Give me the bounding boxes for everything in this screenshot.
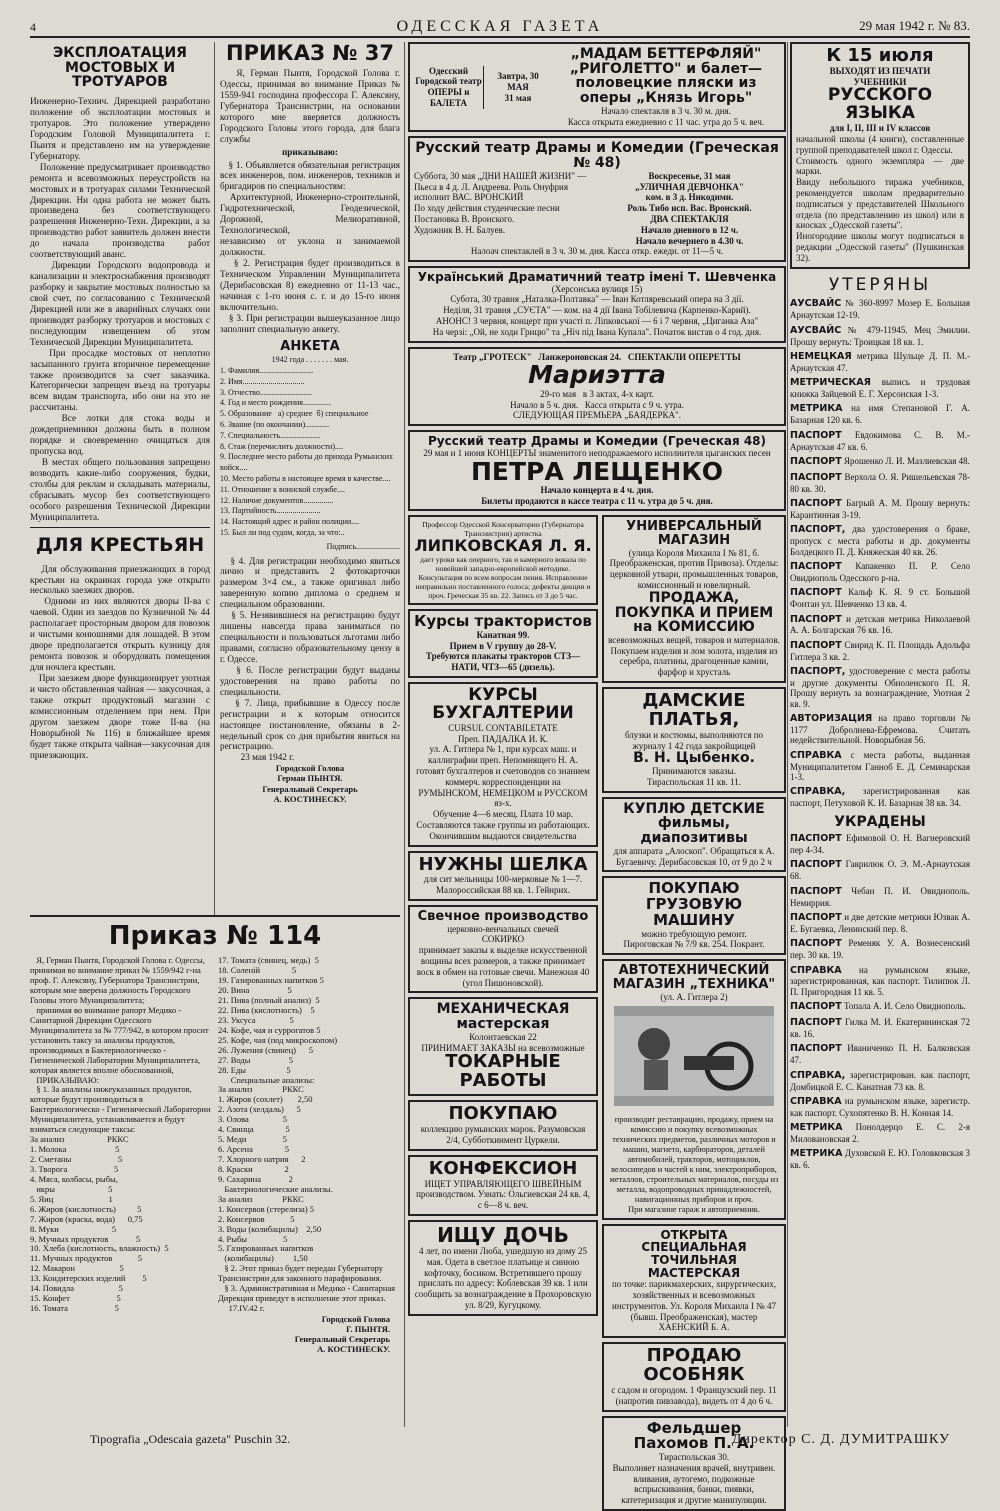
newspaper-title: ОДЕССКАЯ ГАЗЕТА [396, 18, 604, 35]
column-rule [787, 42, 788, 1427]
drama-note: Налоач спектаклей в 3 ч. 30 м. дня. Касса откр. ежедн. от 11—5 ч. [470, 246, 724, 257]
ad-truck [602, 876, 786, 955]
form-date: 1942 года . . . . . . . мая. [271, 355, 349, 365]
store-body-2: всевозможных вещей, товаров и материалов. Покупаем изделия и лом золота, изделия из серебра, платины, драгоценные камни, фарфор и хрусталь [608, 634, 780, 678]
store-big: ПРОДАЖА, ПОКУПКА И ПРИЕМ на КОМИССИЮ [614, 589, 774, 636]
divider [30, 527, 210, 528]
ad-silk [408, 851, 598, 901]
feldsher-head: Фельдшер Пахомов П. А. [633, 1418, 755, 1453]
notice-type: ПАСПОРТ [790, 833, 842, 845]
notice-text: Иваниченко П. Н. Балковская 47. [790, 1043, 970, 1066]
ad-mechanical [408, 997, 598, 1096]
notice-text: и две детские метрики Юзвак А. Е. Бугаевка, Ленинский пер. 8. [790, 912, 970, 934]
notice-type: МЕТРИКА [790, 1148, 843, 1160]
films-body: для аппарата „Алоскоп". Обращаться к А. Бугаевичу. Дерибасовская 10, от 9 до 2 ч [613, 845, 777, 867]
dresses-head: ДАМСКИЕ ПЛАТЬЯ, [642, 690, 746, 730]
lost-heading: УТЕРЯНЫ [828, 274, 932, 295]
article-body: Инженерно-Технич. Дирекцией разработано положение об эксплоатации мостовых и тротуаров. Это положение утверждено Городским Головой Муниципалитета г. Пынтя и представлено им на утверждение Губернатору. Положение предусматривает производство ремонта и всевозможных переустройств на мостовых и в тротуарах силами Технической Дирекции. Ни одна работа не может быть произведена без соответствующего разрешения Инженерно-Техн. Дирекции, а за производство работ заявитель должен внести до начала производства работ соответствующий аванс. Дирекции Городского водопровода и канализации и электроснабжения производят разборку и закрытие мостовых полностью за свой счет, по согласованию с Технической Дирекцией или же в аварийных случаях они производят разборку тротуаров и мостовых с последующим извещением об этом Технической Дирекции Муниципалитета. При просадке мостовых от неплотно засыпанного грунта вторичное перемещение также производится за счет заказчика. Категорически запрещен въезд на тротуары всем видам транспорта, ибо они на это не рассчитаны. Все лотки для стока воды и дождеприемники должны быть в полном порядке и своевременно очищаться для пропуска вод. В местах общего пользования запрещено возводить какие-либо сооружения, будки, столбы для реклам и складывать материалы, сбрасывать мусор без соответствующего особого разрешения Технической Дирекции Муниципалитета. [30, 96, 210, 522]
silk-head: НУЖНЫ ШЕЛКА [418, 853, 588, 875]
notice-type: СПРАВКА, [790, 786, 846, 798]
candles-body: церковно-венчальных свечей СОКИРКО принимает заказы к выделке искусственной вощины всех размеров, а также принимает воск в обмен на готовые свечи. Манежная 40 (угол Пишоновской). [416, 923, 590, 988]
form-fields: 1. Фамилия........................... 2. Имя............................... 3. Отчество.......................... 4. Год и место рождения.............. 5. Образование а) среднее б) специальное 6. Звание (по окончании)............ 7. Специальность.................... 8. Стаж (перечислить должности).... 9. Последнее место работы до прихода Румынских войск.... 10. Место работы в настоящее время в качестве.... 11. Отношение к воинской службе.... 12. Наличие документов............... 13. Партийность...................... 14. Настоящий адрес и район полиции.... 15. Был ли под судом, когда, за что:.. [220, 365, 394, 537]
notice-type: ПАСПОРТ [790, 561, 842, 573]
notice-text: Ярошенко Л. И. Мазлиевская 48. [844, 455, 970, 466]
notice-text: метрика Шульце Д. П. М.-Арнаутская 47. [790, 350, 970, 373]
accounting-head: КУРСЫ БУХГАЛТЕРИИ [432, 685, 574, 723]
missing-head: ИЩУ ДОЧЬ [437, 1222, 569, 1247]
notice-item [790, 912, 970, 934]
page-header [30, 14, 970, 38]
opera-dates: Завтра, 30 МАЯ 31 мая [497, 70, 539, 103]
order-37-body-2: § 4. Для регистрации необходимо явиться лично и представить 2 фотокарточки размером 3×4 см., а также оригинал либо заверенную копию диплома о среднем и специальном образовании. § 5. Незявившиеся на регистрацию будут лишены навсегда права заниматься по специальности и пользоваться льготами либо правами, согласно образовательному цензу в г. Одессе. § 6. После регистрации будут выданы удостоверения на право работы по специальности. § 7. Лица, прибывшие в Одессу после регистрации и к которым относится настоящее постановление, обязаны в 2-недельный срок со дня прибытия явиться на регистрацию. 23 мая 1942 г. [220, 555, 400, 763]
stolen-heading: УКРАДЕНЫ [834, 813, 926, 830]
stolen-list [790, 833, 970, 1170]
feldsher-body: Тираспольская 30. Выполняет назначения врачей, внутривен. вливания, аутогемо, подкожные вспрыскивания, банки, пиявки, катетеризация и другие манипуляции. [612, 1452, 776, 1506]
ad-accounting-courses [408, 682, 598, 846]
notice-type: ПАСПОРТ, [790, 666, 846, 678]
form-signature: Подпись...................... [326, 541, 400, 551]
notice-item [790, 1096, 970, 1118]
notice-type: СПРАВКА [790, 749, 842, 761]
notice-text: Кальф К. Я. 9 ст. Большой Фонтан ул. Шевченко 13 кв. 4. [790, 587, 970, 610]
opera-note: Начало спектакля в 3 ч. 30 м. дня. Касса открыта ежедневно с 11 час. утра до 5 ч. веч. [567, 105, 765, 127]
notice-type: ПАСПОРТ [790, 455, 842, 467]
notice-text: с места работы, выданная Муниципалитетом Ганноб Е. Д. Семинарская 1-3. [790, 749, 970, 782]
notice-item [790, 713, 970, 746]
mechanical-big: ТОКАРНЫЕ РАБОТЫ [445, 1051, 561, 1092]
notice-type: МЕТРИЧЕСКАЯ [790, 377, 871, 389]
notice-type: МЕТРИКА [790, 1122, 843, 1134]
notice-type: ПАСПОРТ [790, 429, 842, 441]
notice-text: и детская метрика Николаевой А. А. Болгарская 76 кв. 16. [790, 613, 970, 636]
notice-item [790, 965, 970, 998]
notice-item [790, 524, 970, 557]
order-114-right: 17. Томата (свинец, медь) 5 18. Соленій 5 19. Газированных напитков 5 20. Вина 5 21. Пива (полный анализ) 5 22. Пива (кислотность) 5 23. Уксуса 5 24. Кофе, чая и суррогатов 5 25. Кофе, чая (под микроскопом) 26. Лужения (свинец) 5 27. Воды 5 28. Еды 5 Специальные анализы: За анализ РККС 1. Жиров (сохлет) 2,50 2. Азота (хелдаль) 5 3. Олова 5 4. Свинца 5 5. Меди 5 6. Арсена 5 7. Хлорного натрия 2 8. Краски 2 9. Сахарина 2 Бактериологические анализы. За анализ РККС 1. Консервов (стерелиза) 5 2. Консервов 5 3. Воды (колибацилы) 2,50 4. Рыбы 5 5. Газированных напитков (колибацилы) 1,50 § 2. Этот приказ будет передан Губернатору Транснистрии для законного парафирования. § 3. Административная и Медико - Санитарная Дирекция приведут в исполнение этот приказ. 17.IV.42 г. [218, 955, 396, 1314]
notice-text: Багрый А. М. Прошу вернуть: Карантинная 3-19. [790, 498, 970, 521]
notice-item [790, 587, 970, 609]
textbooks-body: начальной школы (4 книги), составленные группой преподавателей школ г. Одессы. Стоимость одного экземпляра — две марки. Ввиду небольшого тиража учебников, рекомендуется школам предварительно подписаться у представителей Школьного отдела (по представлению из школ) или в киосках „Одесской газеты". Иногородние школы могут подписаться в редакции „Одесской газеты" (Пушкинская 32). [796, 133, 964, 263]
notice-item [790, 666, 970, 709]
notice-text: Гилка М. И. Екатерининская 72 кв. 16. [790, 1017, 970, 1039]
notice-type: АВТОРИЗАЦИЯ [790, 713, 873, 725]
director-credit: Директор С. Д. ДУМИТРАШКУ [731, 1432, 950, 1447]
ukr-body: (Херсонська вулиця 15) Субота, 30 травня „Наталка-Полтавка" — Іван Котляревський опера на 3 дії. Неділя, 31 травня „СУЄТА" — ком. на 4 дії Івана Тобілевича (Карпенко-Карий). АНОНС! 3 червня, концерт при участі п. Ліпковської — 6 і 7 червня, „Циганка Аза" На черзі: „Ой, не ходи Грицю" та „Ніч під Івана Купала". Початок вистав о 4 год. дня. [432, 283, 762, 337]
notice-text: выпись и трудовая книжка Зайцевой Е. Г. Херсонская 1-3. [790, 377, 970, 400]
drama-sunday: Воскресенье, 31 мая „УЛИЧНАЯ ДЕВЧОНКА" ком. в 3 д. Никодими. Роль Тибо исп. Вас. Вронский. ДВА СПЕКТАКЛЯ Начало дневного в 12 ч. Начало вечернего в 4.30 ч. [627, 170, 752, 246]
truck-body: можно требующую ремонт. Пироговская № 7/9 кв. 254. Покрант. [623, 928, 765, 950]
notice-text: Ременяк У. А. Вознесенский пер. 30 кв. 19. [790, 938, 970, 961]
ad-leshchenko [408, 430, 786, 511]
order-114 [30, 915, 400, 1427]
tractor-head: Курсы трактористов [414, 612, 592, 631]
notice-text: Духовской Е. Ю. Головковская 3 кв. 6. [790, 1148, 971, 1171]
truck-head: ПОКУПАЮ ГРУЗОВУЮ МАШИНУ [645, 879, 743, 929]
drama-saturday: Суббота, 30 мая „ДНИ НАШЕЙ ЖИЗНИ" — Пьеса в 4 д. Л. Андреева. Роль Онуфрия исполнит ВАС. ВРОНСКИЙ По ходу действия студенческие песни Постановка В. Вронского. Художник В. Н. Балуев. [414, 170, 587, 235]
notice-item [790, 377, 970, 399]
tekhnika-address: (ул. А. Гитлера 2) [660, 991, 728, 1002]
sharpening-body: по точке: парикмахерских, хирургических, хозяйственных и всевозможных инструментов. Ул. Короля Михаила I № 47 (бывш. Преображенская), мастер ХАЕНСКИЙ Б. А. [611, 1279, 779, 1333]
notice-item [790, 1001, 970, 1013]
order-114-left: Я, Герман Пынтя, Городской Голова г. Одессы, принимая во внимание приказ № 1559/942 г-на проф. Г. Алексяну, Губернатора Транснистрии, которым мне вверена должность Городского Головы этого Муниципалитета; принимая во внимание рапорт Медико - Санитарной Дирекции Одесского Муниципалитета за № 777/942, в котором просит установить таксу за анализы продуктов, производимых в Бактериологическо - Гигиенической Лаборатории Муниципалитета, которая является вполне обоснованной, ПРИКАЗЫВАЮ: § 1. За анализы нижеуказанных продуктов, которые будут производиться в Бактериологическо - Гигиенической Лаборатории Муниципалитета, устанавливается и будут взиматься следующие таксы: За анализ РККС 1. Молока 5 2. Сметаны 5 3. Творога 5 4. Мяса, колбасы, рыбы, икры 5 5. Яиц 1 6. Жиров (кислотность) 5 7. Жиров (краска, вода) 0,75 8. Муки 5 9. Мучных продуктов 5 10. Хлеба (кислотность, влажность) 5 11. Мучных продуктов 5 12. Макарон 5 13. Кондитерских изделий 5 14. Повидла 5 15. Конфет 5 16. Томата 5 [30, 955, 211, 1314]
notice-text: удостоверение с места работы и другие документы Обноленского П. Я. Прошу вернуть за вознаграждение, Уютная 2 кв. 9. [790, 666, 970, 709]
notice-text: № 479-11945. Мец Эмилии. Прошу вернуть: Троицкая 18 кв. 1. [790, 324, 971, 347]
column-2 [220, 41, 403, 804]
notice-type: ПАСПОРТ [790, 859, 842, 871]
ad-films [602, 797, 786, 873]
notice-item [790, 325, 970, 347]
opera-theatre: Одесский Городской театр ОПЕРЫ и БАЛЕТА [415, 65, 484, 108]
notice-text: Верхола О. Я. Ришельевская 78-80 кв. 30. [790, 471, 970, 494]
notice-item [790, 1122, 970, 1144]
notice-text: Чебан П. И. Овидиополь. Немиррия. [790, 885, 970, 908]
ad-tractor-courses [408, 609, 598, 678]
sharpening-head: ОТКРЫТА СПЕЦИАЛЬНАЯ ТОЧИЛЬНАЯ МАСТЕРСКАЯ [641, 1227, 747, 1280]
stamps-head: ПОКУПАЮ [448, 1103, 558, 1125]
leshchenko-name: ПЕТРА ЛЕЩЕНКО [470, 456, 724, 486]
notice-text: два удостоверения о браке, пропуск с места работы и др. документы Болдецкого П. Д. Княжеская 40 кв. 26. [790, 524, 970, 557]
notice-text: Гаврилюк О. Э. М.-Арнаутская 68. [790, 859, 970, 882]
column-3-adverts [408, 42, 786, 1506]
notice-text: Топала А. И. Село Овидиополь. [844, 1001, 966, 1012]
notice-type: СПРАВКА [790, 964, 842, 976]
leshchenko-body: 29 мая и 1 июня КОНЦЕРТЫ знаменитого неподражаемого исполнителя цыганских песен [423, 447, 771, 458]
notice-item [790, 1070, 970, 1092]
ad-universal-store [602, 515, 786, 683]
issue-date: 29 мая 1942 г. № 83. [859, 18, 970, 33]
mechanical-body: Колонтаевская 22 ПРИНИМАЕТ ЗАКАЗЫ на всевозможные [421, 1031, 585, 1053]
opera-title: „МАДАМ БЕТТЕРФЛЯЙ" „РИГОЛЕТТО" и балет—половецкие пляски из оперы „Князь Игорь" [569, 46, 763, 107]
notice-type: ПАСПОРТ [790, 938, 842, 950]
grotesk-title: Мариэтта [528, 360, 666, 390]
ad-stamps [408, 1100, 598, 1150]
grotesk-body: 29-го мая в 3 актах, 4-х карт. Начало в 5 ч. дня. Касса открыта с 9 ч. утра. СЛЕДУЮЩАЯ ПРЕМЬЕРА „БАЯДЕРКА". [510, 388, 684, 421]
notice-type: ПАСПОРТ [790, 587, 842, 599]
notice-item [790, 472, 970, 494]
notice-text: на румынском языке, зарегистр. как паспорт. Сухопятенко В. Н. Конная 14. [790, 1095, 971, 1118]
textbooks-grades: для I, II, III и IV классов [829, 123, 931, 134]
textbooks-date: К 15 июля [826, 45, 934, 66]
notice-text: на румынском языке, зарегистрированная, как паспорт. Тилипюк Л. П. Пригородная 11 кв. 5. [790, 964, 971, 997]
article-title: ДЛЯ КРЕСТЬЯН [35, 533, 205, 556]
notice-type: ПАСПОРТ [790, 1043, 842, 1055]
dresses-body: блузки и костюмы, выполняются по журналу 1 42 года закройщицей [624, 729, 766, 751]
confection-body: ИЩЕТ УПРАВЛЯЮЩЕГО ШВЕЙНЫМ производством. Узнать: Ольгиевская 24 кв. 4, с 6—8 ч. веч. [416, 1178, 593, 1211]
notice-type: ПАСПОРТ [790, 912, 842, 924]
ad-ukr-theatre [408, 266, 786, 343]
order-37-signature: Городской Голова Герман ПЫНТЯ. Генеральный Секретарь А. КОСТИНЕСКУ. [262, 763, 358, 804]
store-body: (улица Короля Михаила I № 81, б. Преображенская, против Привоза). Отделы: церковной утвари, промышленных товаров, комиссионный и ювелирный. [609, 547, 781, 591]
lipkovskaya-head: Профессор Одесской Консерватории (Губернатора Транснистрии) артистка [422, 520, 586, 539]
lipkovskaya-body: дает уроки как оперного, так и камерного вокала по новейшей западно-европейской методике. Консультация по всем вопросам пения. Исправление неправильно поставленного голоса; дефекты дикции и проч. Греческая 35 кв. 22. Запись от 3 до 5 час. [415, 555, 593, 601]
notice-type: ПАСПОРТ [790, 885, 842, 897]
notice-text: на имя Степановой Г. А. Базарная 120 кв. 6. [790, 403, 970, 426]
missing-body: 4 лет, по имени Люба, ушедшую из дому 25 мая. Одета в светлое платьице и синюю кофточку, босиком. Встретившего прошу прислать по адресу: Коблевская 39 кв. 1 или сообщить за вознаграждение в Прохоровскую ул. 8/29, Кугуцкому. [414, 1245, 594, 1310]
ad-tekhnika [602, 959, 786, 1220]
tekhnika-body: производит реставрацию, продажу, прием на комиссию и покупку всевозможных технических предметов, различных моторов и машин, магнето, карбюраторов, деталей автомобилей, тракторов, мотоциклов, велосипедов и частей к ним, электроприборов, металлов, строительных материалов, посуды из металла, водопроводных принадлежностей, навигационных приборов и проч. При магазине гараж и автоприемник. [609, 1115, 779, 1214]
notice-text: Свирид К. П. Площадь Адольфа Гитлера 3 кв. 2. [790, 639, 971, 662]
notice-item [790, 498, 970, 520]
ad-sharpening [602, 1224, 786, 1338]
candles-head: Свечное производство [417, 909, 589, 925]
ad-textbooks [790, 42, 970, 269]
notice-item [790, 833, 970, 855]
notice-text: Понолдерцо Е. С. 2-я Миловановская 2. [790, 1122, 970, 1145]
notice-item [790, 640, 970, 662]
notice-type: МЕТРИКА [790, 403, 843, 415]
silk-body: для сит мельницы 100-мерковые № 1—7. Малороссийская 88 кв. 1. Гейнрих. [423, 874, 583, 896]
printer-credit: Tipografia „Odescaia gazeta" Puschin 32. [90, 1432, 291, 1446]
order-114-title: Приказ № 114 [108, 921, 322, 951]
article-body: Для обслуживания приезжающих в город крестьян на окраинах города уже открыто несколько заезжих дворов. Одними из них являются дворы II-ва с чаевой. Один из заездов по Кузничной № 44 располагает просторным двором для повозок и чистыми конюшнями для лошадей. В этом дворе предполагается открыть кузницу для ремонта повозок и оборудовать помещения для ночлега крестьян. При заезжем дворе функционирует уютная и чисто обставленная чайная — закусочная, а также открыт продуктовый магазин с комиссионным отделением при нем. При другом заезжем дворе тоже II-ва (на Новорыбной № 116) в ближайшее время будет также открыта чайная—закусочная для приезжающих. [30, 563, 211, 760]
textbooks-title: РУССКОГО ЯЗЫКА [827, 85, 933, 124]
ad-drama [408, 136, 786, 262]
ad-feldsher [602, 1416, 786, 1511]
order-114-signature: Городской Голова Г. ПЫНТЯ. Генеральный Секретарь А. КОСТИНЕСКУ. [294, 1314, 390, 1355]
drama-head: Русский театр Драмы и Комедии (Греческая № 48) [415, 140, 779, 172]
notice-item [790, 456, 970, 468]
mansion-head: ПРОДАЮ ОСОБНЯК [643, 1345, 745, 1386]
order-37-command: приказываю: [282, 146, 338, 157]
ukr-head: Український Драматичний театр імені Т. Шевченка [417, 270, 777, 285]
notice-item [790, 614, 970, 636]
order-37-body: § 1. Объявляется обязательная регистрация всех инженеров, пом. инженеров, техников и бригадиров по специальностям: Архитектурной, Инженерно-строительной, Гидротехнической, Геодезической, Дорожной, Мелиоративной, Технологической, независимо от уклона и занимаемой должности. § 2. Регистрация будет производиться в Техническом Управлении Муниципалитета (Дерибасовская 8) ежедневно от 11-13 час., начиная с 1-го июня с. г. и до 15-го июня включительно. § 3. При регистрации вышеуказанное лицо заполнит специальную анкету. [220, 159, 400, 334]
notice-item [790, 351, 970, 373]
notice-type: АУСВАЙС [790, 324, 842, 336]
grotesk-head: Театр „ГРОТЕСК" Ланжероновская 24. СПЕКТАКЛИ ОПЕРЕТТЫ [453, 351, 741, 362]
order-37-intro: Я, Герман Пынтя, Городской Голова г. Одессы, принимая во внимание Приказ № 1559-941 господина профессора Г. Алексяну, Губернатора Транснистрии, на основании которого мне вверяется должность Городского Головы этого города, для блага службы [220, 68, 403, 144]
tractor-body: Канатная 99. Прием в V группу до 28-V. Требуются плакаты тракторов СТЗ—НАТИ, ЧТЗ—65 (дизель). [425, 629, 581, 673]
notice-text: Ефимовой О. Н. Вагнеровский пер 4-34. [790, 833, 971, 856]
notice-item [790, 1017, 970, 1039]
form-title: АНКЕТА [280, 338, 340, 354]
notice-type: ПАСПОРТ [790, 1001, 842, 1013]
notice-type: СПРАВКА [790, 1095, 842, 1107]
ad-candles [408, 905, 598, 993]
notice-item [790, 403, 970, 425]
notice-item [790, 859, 970, 881]
notice-text: на право торговли № 1177 Добролнева-Ефремова. Считать недействительной. Новорыбная 56. [790, 713, 970, 746]
notice-type: АУСВАЙС [790, 298, 842, 310]
dresses-body-2: Принимаются заказы. Тираспольская 11 кв. 11. [647, 766, 741, 787]
notice-type: ПАСПОРТ [790, 498, 842, 510]
notice-text: зарегистрирован. как паспорт, Домбицкой Е. С. Канатная 73 кв. 8. [790, 1069, 970, 1092]
ad-grotesk [408, 347, 786, 426]
order-37-title: ПРИКАЗ № 37 [226, 41, 394, 65]
page-number: 4 [30, 20, 36, 34]
order-114-text [30, 956, 400, 1314]
notice-type: СПРАВКА, [790, 1069, 846, 1081]
ad-opera [408, 42, 786, 132]
ad-confection [408, 1155, 598, 1216]
ad-mansion [602, 1342, 786, 1411]
notice-text: Капакенко П. Р. Село Овидиополь Одесского р-на. [790, 561, 970, 583]
notice-item [790, 786, 970, 808]
notice-item [790, 938, 970, 960]
notice-text: № 360-8997 Мозер Е. Большая Арнаутская 12-19. [790, 298, 971, 321]
notice-type: НЕМЕЦКАЯ [790, 350, 852, 362]
stamps-body: коллекцию румынских марок. Разумовская 2/4, Субботкинмент Цуркели. [420, 1124, 588, 1145]
mechanic-illustration [614, 1006, 774, 1106]
films-head: КУПЛЮ ДЕТСКИЕ фильмы, диапозитивы [623, 800, 765, 847]
store-head: УНИВЕРСАЛЬНЫЙ МАГАЗИН [626, 519, 762, 548]
notice-item [790, 886, 970, 908]
notice-type: ПАСПОРТ [790, 613, 842, 625]
leshchenko-head: Русский театр Драмы и Комедии (Греческая 48) [427, 434, 767, 449]
notice-item [790, 750, 970, 783]
column-rule [404, 42, 405, 1427]
notice-text: Евдокимова С. В. М.-Арнаутская 47 кв. 6. [790, 429, 970, 452]
lost-list [790, 298, 970, 808]
ad-lipkovskaya [408, 515, 598, 605]
dresses-name: В. Н. Цыбенко. [633, 750, 755, 767]
notice-item [790, 1043, 970, 1065]
accounting-body: CURSUL CONTABILEТАТЕ Преп. ПАДАЛКА И. К. ул. А. Гитлера № 1, при курсах маш. и каллиграфии преп. Непомнящего Н. А. готовят бухгалтеров и счетоводов со знанием коммерч. корреспонденции на РУМЫНСКОМ, НЕМЕЦКОМ и РУССКОМ яз-х. Обучение 4—6 месяц. Плата 10 мар. Составляются также группы из работающих. Окончившим выдаются свидетельства [416, 722, 590, 841]
article-title: ЭКСПЛОАТАЦИЯ МОСТОВЫХ И ТРОТУАРОВ [53, 45, 187, 91]
notice-item [790, 1148, 970, 1170]
notice-item [790, 298, 970, 320]
notice-item [790, 561, 970, 583]
ad-dresses [602, 687, 786, 793]
notice-type: ПАСПОРТ [790, 1017, 842, 1029]
lipkovskaya-name: ЛИПКОВСКАЯ Л. Я. [414, 536, 592, 556]
notice-type: ПАСПОРТ, [790, 524, 846, 536]
notice-text: зарегистрированная как паспорт, Петуховой К. И. Базарная 38 кв. 34. [790, 786, 970, 809]
tekhnika-head: АВТОТЕХНИЧЕСКИЙ МАГАЗИН „ТЕХНИКА" [612, 963, 776, 992]
confection-head: КОНФЕКСИОН [428, 1157, 578, 1179]
textbooks-sub: ВЫХОДЯТ ИЗ ПЕЧАТИ УЧЕБНИКИ [829, 65, 931, 87]
ad-missing-daughter [408, 1220, 598, 1316]
leshchenko-note: Начало концерта в 4 ч. дня. Билеты продаются в кассе театра с 11 ч. утра до 5 ч. дня. [481, 484, 713, 506]
notice-item [790, 430, 970, 452]
mechanical-head: МЕХАНИЧЕСКАЯ мастерская [436, 1001, 570, 1033]
mansion-body: с садом и огородом. 1 Французский пер. 11 (напротив пивзавода), видеть от 4 до 6 ч. [611, 1384, 779, 1406]
notice-type: ПАСПОРТ [790, 639, 842, 651]
notice-type: ПАСПОРТ [790, 471, 842, 483]
column-4 [790, 42, 970, 1427]
